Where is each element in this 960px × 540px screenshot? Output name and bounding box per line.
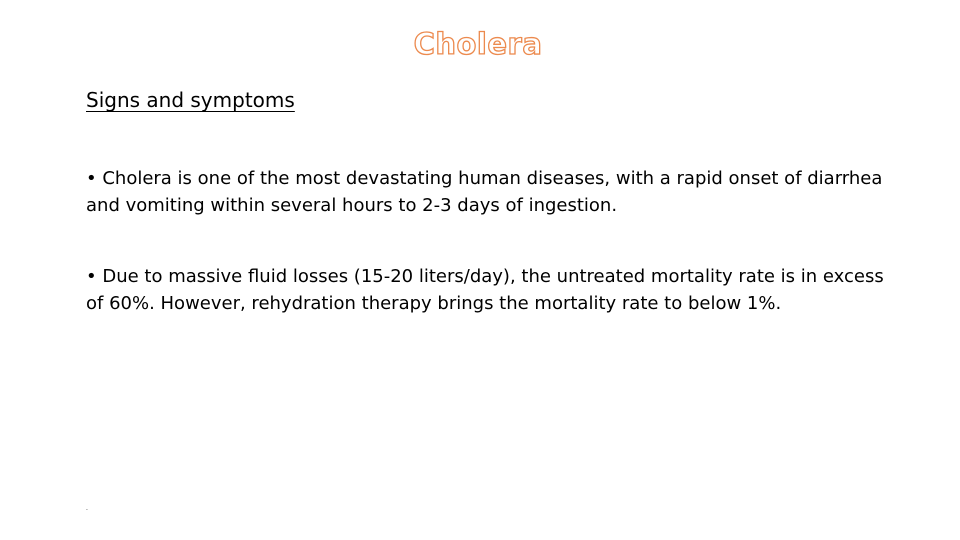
- bullet-point-onset: • Cholera is one of the most devastating human diseases, with a rapid onset of diarrhea and vomiting within several hours to 2-3 days of ingestion.: [86, 168, 883, 216]
- slide-title: Cholera: [413, 27, 543, 61]
- bullet-point-mortality: • Due to massive fluid losses (15-20 liters/day), the untreated mortality rate is in excess of 60%. However, rehydration therapy brings the mortality rate to below 1%.: [86, 266, 884, 314]
- section-heading: Signs and symptoms: [86, 88, 295, 112]
- footnote-mark: .: [86, 505, 88, 512]
